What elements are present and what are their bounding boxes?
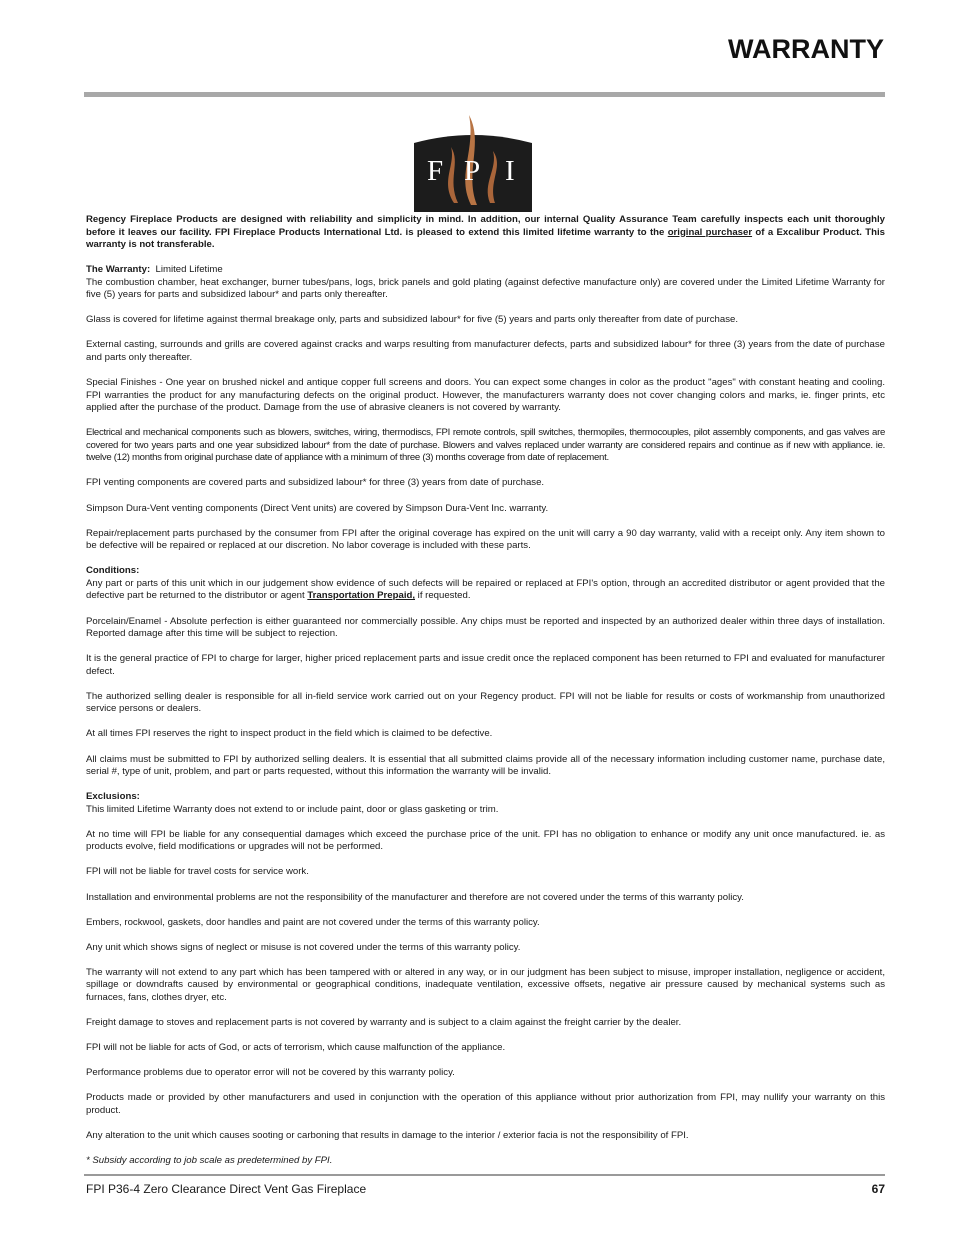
transportation-prepaid-text: Transportation Prepaid, (307, 590, 416, 602)
warranty-body (86, 214, 885, 1180)
warranty-paragraph: Simpson Dura-Vent venting components (Direct Vent units) are covered by Simpson Dura-Vent Inc. warranty. (86, 502, 549, 514)
warranty-section (86, 264, 885, 302)
logo-letter-p: P (464, 155, 481, 187)
conditions-paragraph: All claims must be submitted to FPI by authorized selling dealers. It is essential that all submitted claims provide all of the necessary information including customer name, purchase date, serial #, type of unit, problem, and part or parts requested, without this information the warranty will be invalid. (86, 753, 885, 778)
exclusions-paragraph: Embers, rockwool, gaskets, door handles and paint are not covered under the terms of this warranty policy. (86, 916, 540, 928)
conditions-section (86, 565, 885, 603)
warranty-heading: The Warranty: (86, 264, 151, 276)
original-purchaser-text: original purchaser (667, 226, 753, 238)
conditions-paragraph-end: if requested. (415, 590, 471, 602)
warranty-paragraph: FPI venting components are covered parts and subsidized labour* for three (3) years from date of purchase. (86, 477, 545, 489)
exclusions-paragraph: The warranty will not extend to any part which has been tampered with or altered in any way, or in our judgment has been subject to misuse, improper installation, negligence or accident, spillage or downdrafts caused by environmental or geographical conditions, inadequate ventilation, excessive offsets, negative air pressure caused by mechanical systems such as furnaces, fans, clothes dryer, etc. (86, 966, 885, 1003)
exclusions-paragraph: FPI will not be liable for travel costs for service work. (86, 866, 309, 878)
exclusions-paragraph: At no time will FPI be liable for any consequential damages which exceed the purchase price of the unit. FPI has no obligation to enhance or modify any unit once manufactured. ie. as products evolve, field modifications or upgrades will not be performed. (86, 828, 885, 853)
exclusions-section (86, 791, 885, 816)
exclusions-paragraph: This limited Lifetime Warranty does not extend to or include paint, door or glass gasketing or trim. (86, 803, 499, 815)
warranty-paragraph: Electrical and mechanical components such as blowers, switches, wiring, thermodiscs, FPI remote controls, spill switches, thermopiles, thermocouples, pilot assembly components, and gas valves are covered for two years parts and one year subsidized labour* from the date of purchase. Blowers and valves replaced under warranty are considered repairs and continue as if new with appliance. ie. twelve (12) months from original purchase date of appliance with a minimum of three (3) months coverage from date of replacement. (86, 427, 885, 464)
document-title: FPI P36-4 Zero Clearance Direct Vent Gas Fireplace (86, 1182, 367, 1196)
logo-letter-i: I (505, 155, 515, 187)
exclusions-paragraph: Performance problems due to operator error will not be covered by this warranty policy. (86, 1067, 455, 1079)
header-divider (84, 92, 885, 97)
page-title: WARRANTY (728, 34, 884, 64)
warranty-paragraph: External casting, surrounds and grills are covered against cracks and warps resulting from manufacturer defects, parts and subsidized labour* for three (3) years from the date of purchase and parts only thereafter. (86, 339, 885, 364)
conditions-paragraph: The authorized selling dealer is responsible for all in-field service work carried out on your Regency product. FPI will not be liable for results or costs of workmanship from unauthorized service persons or dealers. (86, 690, 885, 715)
conditions-paragraph: It is the general practice of FPI to charge for larger, higher priced replacement parts and issue credit once the replaced component has been returned to FPI and evaluated for manufacturer defect. (86, 653, 885, 677)
intro-text: Regency Fireplace Products are designed with reliability and simplicity in mind. In addition, our internal Quality Assurance Team carefully inspects each unit thoroughly before it leaves our facility. FPI Fireplace Products International Ltd. is pleased to extend this limited lifetime warranty to the (86, 214, 885, 238)
exclusions-heading: Exclusions: (86, 791, 140, 803)
conditions-paragraph: Any part or parts of this unit which in our judgement show evidence of such defects will be repaired or replaced at FPI's option, through an accredited distributor or agent provided that the defective part be returned to the distributor or agent (86, 577, 885, 602)
conditions-paragraph: At all times FPI reserves the right to inspect product in the field which is claimed to be defective. (86, 728, 493, 740)
page-number: 67 (871, 1182, 885, 1196)
exclusions-paragraph: Products made or provided by other manufacturers and used in conjunction with the operation of this appliance without prior authorization from FPI, may nullify your warranty on this product. (86, 1092, 885, 1116)
warranty-paragraph: Special Finishes - One year on brushed nickel and antique copper full screens and doors. You can expect some changes in color as the product "ages" with constant heating and cooling. FPI warranties the product for any manufacturing defects on the original product. However, the manufacturers warranty does not cover changing colors and marks, ie. finger prints, etc applied after the purchase of the product. Damage from the use of abrasive cleaners is not covered by warranty. (86, 377, 885, 414)
conditions-heading: Conditions: (86, 565, 140, 577)
exclusions-paragraph: Installation and environmental problems are not the responsibility of the manufacturer and therefore are not covered under the terms of this warranty policy. (86, 891, 744, 903)
warranty-paragraph: The combustion chamber, heat exchanger, burner tubes/pans, logs, brick panels and gold plating (against defective manufacture only) are covered under the Limited Lifetime Warranty for five (5) years for parts and subsidized labour* and parts only thereafter. (86, 276, 885, 301)
fpi-logo (414, 113, 532, 213)
conditions-paragraph: Porcelain/Enamel - Absolute perfection is either guaranteed nor commercially possible. Any chips must be reported and inspected by an authorized dealer within three days of installation. Reported damage after this time will be subject to rejection. (86, 615, 885, 640)
exclusions-paragraph: Freight damage to stoves and replacement parts is not covered by warranty and is subject to a claim against the freight carrier by the dealer. (86, 1017, 682, 1028)
intro-paragraph (86, 214, 885, 252)
footer-divider (84, 1174, 885, 1176)
intro-text-end: of a Excalibur Product. This warranty is not transferable. (86, 226, 886, 251)
subsidy-footnote: * Subsidy according to job scale as predetermined by FPI. (86, 1155, 333, 1167)
exclusions-paragraph: FPI will not be liable for acts of God, or acts of terrorism, which cause malfunction of the appliance. (86, 1042, 506, 1054)
exclusions-paragraph: Any alteration to the unit which causes sooting or carboning that results in damage to the interior / exterior facia is not the responsibility of FPI. (86, 1129, 689, 1141)
logo-letter-f: F (427, 155, 444, 187)
exclusions-paragraph: Any unit which shows signs of neglect or misuse is not covered under the terms of this warranty policy. (86, 941, 521, 953)
warranty-paragraph: Glass is covered for lifetime against thermal breakage only, parts and subsidized labour* for five (5) years and parts only thereafter from date of purchase. (86, 314, 738, 326)
warranty-paragraph: Repair/replacement parts purchased by the consumer from FPI after the original coverage has expired on the unit will carry a 90 day warranty, valid with a receipt only. Any item shown to be defective will be repaired or replaced at our discretion. No labor coverage is included with these parts. (86, 527, 885, 552)
warranty-subheading: Limited Lifetime (155, 264, 223, 276)
